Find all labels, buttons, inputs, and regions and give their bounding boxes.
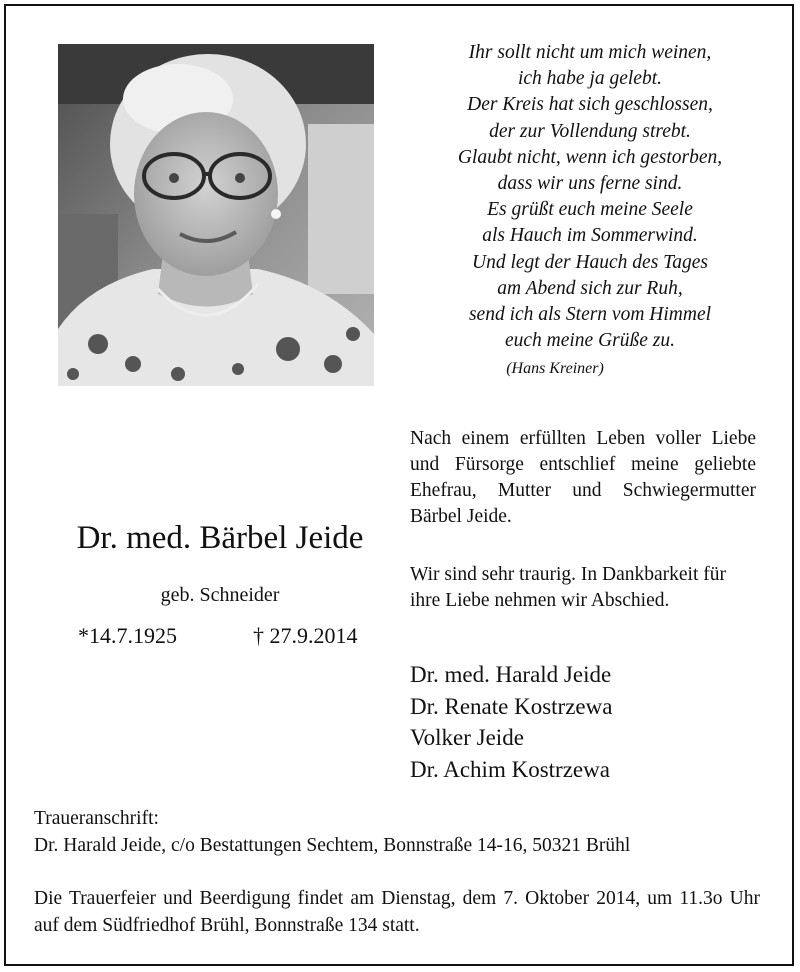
poem-line: Der Kreis hat sich geschlossen, (467, 94, 713, 116)
death-date: † 27.9.2014 (253, 623, 358, 648)
address-label: Traueranschrift: (34, 808, 159, 829)
family-member: Dr. Renate Kostrzewa (410, 693, 613, 719)
poem-line: der zur Vollendung strebt. (489, 120, 691, 142)
address-line: Dr. Harald Jeide, c/o Bestattungen Sechtem, Bonnstraße 14-16, 50321 Brühl (34, 834, 631, 856)
ceremony-info: Die Trauerfeier und Beerdigung findet am Dienstag, dem 7. Oktober 2014, um 11.3o Uhr auf dem Südfriedhof Brühl, Bonnstraße 134 statt. (34, 888, 760, 936)
mourning-address (34, 806, 630, 859)
poem-line: Und legt der Hauch des Tages (472, 251, 708, 273)
poem-line: als Hauch im Sommerwind. (482, 225, 698, 247)
poem (400, 40, 780, 383)
family-member: Dr. med. Harald Jeide (410, 662, 612, 687)
birth-date: *14.7.1925 (78, 623, 177, 648)
poem-line: dass wir uns ferne sind. (497, 173, 683, 195)
poem-line: Es grüßt euch meine Seele (487, 199, 693, 221)
death-notice-text (410, 426, 756, 530)
poem-line: am Abend sich zur Ruh, (497, 277, 683, 299)
birth-name: geb. Schneider (160, 584, 280, 606)
poem-line: Glaubt nicht, wenn ich gestorben, (457, 146, 723, 168)
poem-line: euch meine Grüße zu. (504, 330, 676, 352)
family-list (410, 659, 612, 785)
poem-line: send ich als Stern vom Himmel (468, 304, 712, 326)
notice-paragraph: Nach einem erfüllten Leben voller Liebe und Fürsorge entschlief meine geliebte Ehefrau, Mutter und Schwiegermutter Bärbel Jeide. (410, 428, 756, 527)
farewell-text (410, 562, 756, 614)
family-member: Dr. Achim Kostrzewa (410, 756, 610, 782)
poem-line: ich habe ja gelebt. (517, 68, 663, 90)
farewell-paragraph: Wir sind sehr traurig. In Dankbarkeit für ihre Liebe nehmen wir Abschied. (410, 564, 726, 611)
family-member: Volker Jeide (410, 725, 524, 750)
portrait-photo (58, 44, 374, 386)
portrait-illustration (58, 44, 374, 386)
poem-author: (Hans Kreiner) (506, 360, 604, 378)
poem-line: Ihr sollt nicht um mich weinen, (468, 42, 712, 63)
deceased-name: Dr. med. Bärbel Jeide (76, 520, 364, 556)
